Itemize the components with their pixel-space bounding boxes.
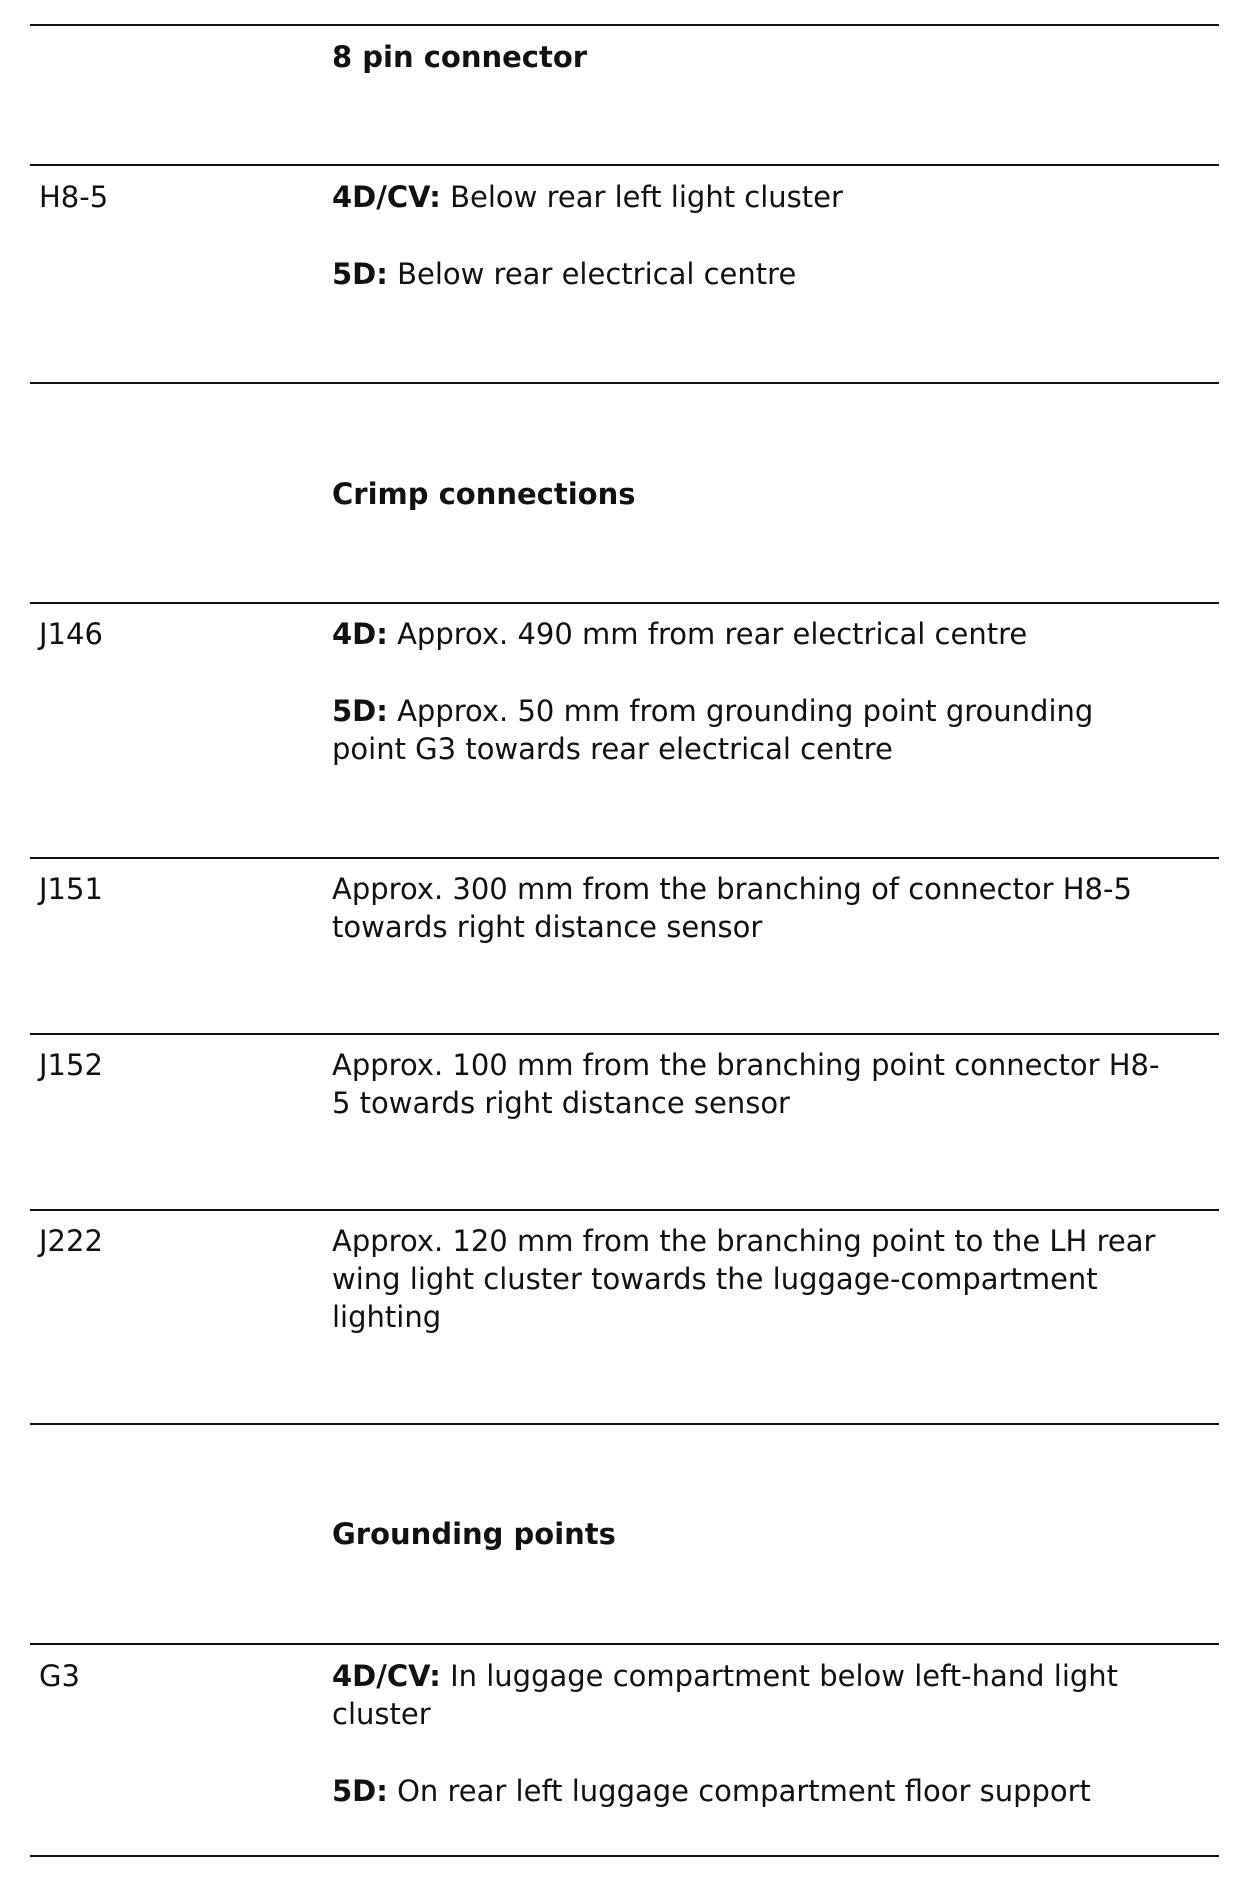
location-text: Below rear electrical centre [387, 257, 797, 291]
variant-label: 5D: [332, 257, 388, 291]
variant-label: 4D: [332, 617, 388, 651]
location-g3 [332, 1657, 1232, 1810]
connector-code-j151: J151 [39, 872, 103, 906]
divider [30, 1423, 1219, 1425]
location-text: towards right distance sensor [332, 910, 763, 944]
divider [30, 1643, 1219, 1645]
location-g3-4dcv [332, 1657, 1232, 1733]
location-text: Approx. 300 mm from the branching of connector H8-5 [332, 872, 1132, 906]
location-text: Approx. 490 mm from rear electrical centre [387, 617, 1028, 651]
location-j151 [332, 870, 1232, 946]
divider [30, 382, 1219, 384]
variant-label: 5D: [332, 1774, 388, 1808]
location-text: Approx. 50 mm from grounding point grounding [387, 694, 1094, 728]
section-heading-8-pin-connector: 8 pin connector [332, 40, 588, 74]
divider [30, 24, 1219, 26]
location-text: Below rear left light cluster [440, 180, 843, 214]
location-text: Approx. 100 mm from the branching point connector H8- [332, 1048, 1160, 1082]
section-heading-crimp-connections: Crimp connections [332, 477, 636, 511]
location-text: Approx. 120 mm from the branching point to the LH rear [332, 1224, 1156, 1258]
location-text: On rear left luggage compartment floor support [387, 1774, 1091, 1808]
location-g3-5d [332, 1772, 1232, 1810]
location-j152 [332, 1046, 1232, 1122]
location-h8-5 [332, 178, 1232, 293]
divider [30, 1855, 1219, 1857]
divider [30, 602, 1219, 604]
location-text: wing light cluster towards the luggage-compartment [332, 1262, 1098, 1296]
connector-code-g3: G3 [39, 1659, 80, 1693]
variant-label: 5D: [332, 694, 388, 728]
connector-code-j152: J152 [39, 1048, 103, 1082]
divider [30, 1209, 1219, 1211]
connector-code-h8-5: H8-5 [39, 180, 109, 214]
location-h8-5-5d [332, 255, 1232, 293]
location-j146-4d [332, 615, 1232, 653]
divider [30, 1033, 1219, 1035]
connector-code-j222: J222 [39, 1224, 103, 1258]
variant-label: 4D/CV: [332, 180, 441, 214]
location-j146 [332, 615, 1232, 768]
location-j222 [332, 1222, 1232, 1336]
connector-code-j146: J146 [39, 617, 103, 651]
divider [30, 857, 1219, 859]
location-text: lighting [332, 1300, 442, 1334]
location-text-cont: point G3 towards rear electrical centre [332, 732, 893, 766]
divider [30, 164, 1219, 166]
location-h8-5-4dcv [332, 178, 1232, 216]
section-heading-grounding-points: Grounding points [332, 1517, 616, 1551]
location-text: In luggage compartment below left-hand light [440, 1659, 1119, 1693]
location-text-cont: cluster [332, 1697, 431, 1731]
variant-label: 4D/CV: [332, 1659, 441, 1693]
location-text: 5 towards right distance sensor [332, 1086, 790, 1120]
location-j146-5d [332, 692, 1232, 768]
